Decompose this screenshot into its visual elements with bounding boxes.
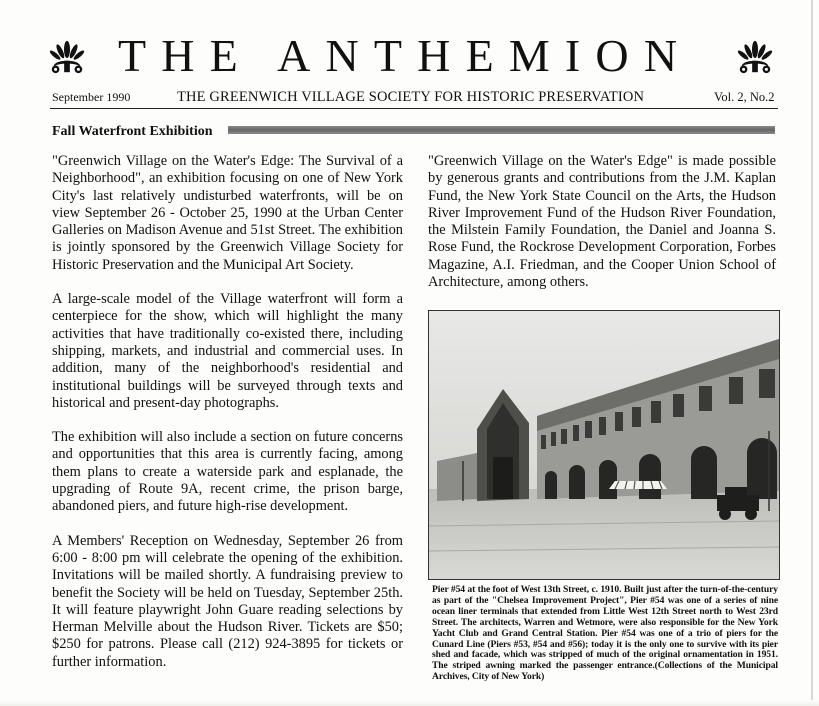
sponsors-paragraph: "Greenwich Village on the Water's Edge" is made possible by generous grants and contributions from the J.M. Kaplan Fund, the New York State Council on the Arts, the Hudson River Improvement Fund of the Hudson River Foundation, the Milstein Family Foundation, the Daniel and Joanna S. Rose Fund, the Rockrose Development Corporation, Forbes Magazine, A.I. Friedman, and the Cooper Union School of Architecture, among others. — [428, 153, 776, 291]
pier-54-photo — [428, 310, 780, 580]
anthemion-palmette-icon — [736, 38, 774, 76]
pier-54-photo-illustration — [429, 311, 779, 579]
article-paragraph: "Greenwich Village on the Water's Edge: The Survival of a Neighborhood", an exhibition focusing on one of New York City's last relatively undisturbed waterfronts, will be on view September 26 - October 25, 1990 at the Urban Center Galleries on Madison Avenue and 51st Street. The exhibition is jointly sponsored by the Greenwich Village Society for Historic Preservation and the Municipal Art Society. — [52, 153, 403, 273]
section-heading-bar — [228, 126, 775, 134]
article-paragraph: A Members' Reception on Wednesday, September 26 from 6:00 - 8:00 pm will celebrate the opening of the exhibition. Invitations will be mailed shortly. A fundraising preview to benefit the Society will be held on Tuesday, September 25th. It will feature playwright John Guare reading selections by Herman Melville about the Hudson River. Tickets are $50; $250 for patrons. Please call (212) 924-3895 for tickets or further information. — [52, 532, 403, 670]
page-bottom-edge — [0, 700, 819, 706]
volume-number: Vol. 2, No.2 — [714, 90, 775, 104]
section-heading: Fall Waterfront Exhibition — [52, 124, 213, 139]
society-name: THE GREENWICH VILLAGE SOCIETY FOR HISTORIC PRESERVATION — [177, 89, 645, 105]
page-edge-line — [811, 0, 813, 706]
anthemion-palmette-icon — [48, 38, 86, 76]
article-left-column — [52, 153, 403, 671]
issue-date: September 1990 — [52, 90, 131, 104]
photo-caption: Pier #54 at the foot of West 13th Street, c. 1910. Built just after the turn-of-the-century as part of the "Chelsea Improvement Project", Pier #54 was one of a series of nine ocean liner terminals that extended from Little West 12th Street north to West 23rd Street. The architects, Warren and Wetmore, were also responsible for the New York Yacht Club and Grand Central Station. Pier #54 was one of a trio of piers for the Cunard Line (Piers #53, #54 and #56); today it is the only one to survive with its pier shed and facade, which was stripped of much of the original ornamentation in 1951. The striped awning marked the passenger entrance.(Collections of the Municipal Archives, City of New York) — [432, 584, 778, 683]
article-paragraph: A large-scale model of the Village waterfront will form a centerpiece for the show, which will highlight the many activities that have traditionally co-existed there, including shipping, markets, and industrial and commercial uses. In addition, many of the neighborhood's residential and institutional buildings will be surveyed through texts and historical and present-day photographs. — [52, 291, 403, 411]
article-paragraph: The exhibition will also include a section on future concerns and opportunities that this area is currently facing, among them plans to create a waterside park and esplanade, the upgrading of Route 9A, recent crime, the prison barge, abandoned piers, and future high-rise development. — [52, 429, 403, 515]
article-right-column — [428, 153, 776, 291]
masthead — [0, 30, 819, 82]
header-rule — [50, 108, 778, 109]
masthead-title: THE ANTHEMION — [118, 30, 693, 81]
